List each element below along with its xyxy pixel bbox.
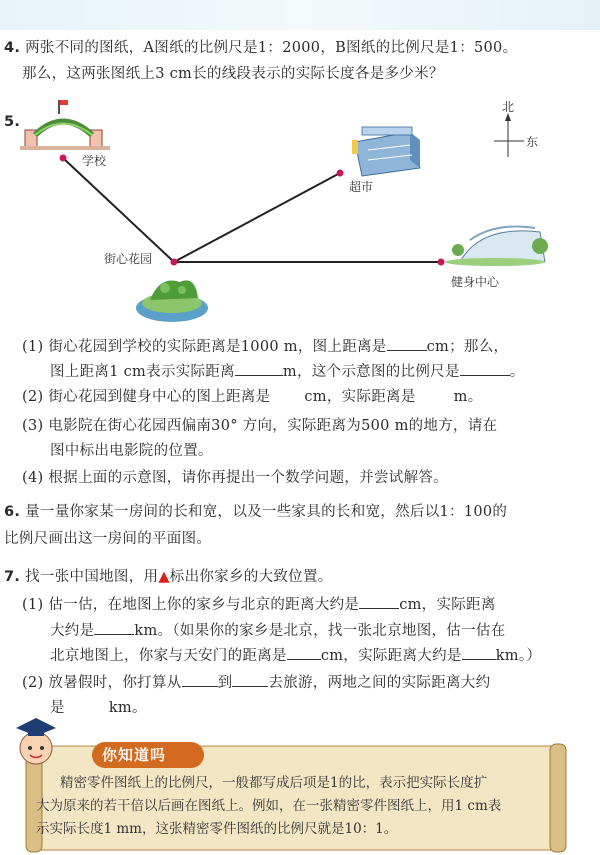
q6-number: 6.	[4, 504, 21, 520]
q7-part2-text-c: 去旅游，两地之间的实际距离大约	[268, 675, 491, 691]
q5-part2-number: (2)	[22, 389, 44, 405]
q7-text-b: 标出你家乡的大致位置。	[169, 569, 333, 585]
answer-blank[interactable]	[416, 386, 454, 401]
q5-part1-text-b: cm；那么，	[426, 339, 509, 355]
q5-part1-text-c: 图上距离1 cm表示实际距离	[50, 364, 235, 380]
answer-blank[interactable]	[232, 672, 268, 687]
route-garden-supermarket	[174, 173, 340, 262]
q7-part2-text-d: 是	[50, 700, 65, 716]
q5-part1-text-d: m，这个示意图的比例尺是	[282, 364, 460, 380]
gym-point	[438, 259, 445, 266]
red-triangle-icon: ▲	[158, 569, 170, 585]
q5-part1-line1	[22, 336, 508, 357]
q7-part2-text-e: km。	[108, 700, 147, 716]
garden-island-illustration	[136, 280, 208, 322]
q5-map-diagram	[0, 95, 600, 325]
answer-blank[interactable]	[359, 594, 399, 609]
q4-line-2	[22, 64, 444, 84]
garden-label: 街心花园	[104, 252, 153, 266]
q7-part1-line2	[50, 620, 506, 641]
q5-part2-text-b: cm，实际距离是	[304, 389, 416, 405]
q6-line-2	[4, 529, 211, 549]
answer-blank[interactable]	[182, 672, 218, 687]
q5-part1-text-e: 。	[509, 364, 525, 380]
east-label: 东	[526, 135, 539, 149]
q5-number: 5.	[4, 114, 21, 130]
q5-part3-text-b: 图中标出电影院的位置。	[50, 443, 213, 459]
answer-blank[interactable]	[94, 620, 134, 635]
q6-line-1	[4, 502, 507, 522]
q5-part4-text: 根据上面的示意图，请你再提出一个数学问题，并尝试解答。	[48, 470, 448, 486]
q5-part2-text-a: 街心花园到健身中心的图上距离是	[48, 389, 271, 405]
answer-blank[interactable]	[460, 361, 510, 376]
q7-part2-line1	[22, 672, 490, 693]
did-you-know-badge: 你知道吗	[102, 746, 167, 764]
q7-part1-number: (1)	[22, 597, 44, 613]
page-header-strip	[0, 0, 600, 30]
q7-part2-line2	[50, 697, 147, 718]
q5-part3-line1	[22, 416, 497, 436]
q4-text-2: 那么，这两张图纸上3 cm长的线段表示的实际长度各是多少米？	[22, 66, 444, 82]
tip-line-2: 大为原来的若干倍以后画在图纸上。例如，在一张精密零件图纸上，用1 cm表	[36, 798, 502, 814]
compass-rose	[494, 113, 524, 157]
mascot-icon	[10, 714, 62, 772]
answer-blank[interactable]	[462, 645, 496, 660]
q7-text-a: 找一张中国地图，用	[25, 569, 159, 585]
q5-part3-line2	[50, 441, 213, 461]
q7-part1-text-e: 北京地图上，你家与天安门的距离是	[50, 648, 287, 664]
q7-part1-text-g: km。）	[495, 648, 542, 664]
q6-text-2: 比例尺画出这一房间的平面图。	[4, 531, 212, 547]
q7-part1-line1	[22, 594, 496, 615]
q7-part1-text-c: 大约是	[50, 623, 95, 639]
route-garden-school	[63, 158, 174, 262]
answer-blank[interactable]	[235, 361, 283, 376]
supermarket-label: 超市	[349, 180, 374, 194]
q4-line-1	[4, 38, 517, 58]
q5-part4-line	[22, 468, 448, 488]
q7-part2-text-a: 放暑假时，你打算从	[48, 675, 182, 691]
school-gate-illustration	[20, 100, 110, 150]
q4-text-1: 两张不同的图纸，A图纸的比例尺是1：2000，B图纸的比例尺是1：500。	[25, 40, 518, 56]
gym-label: 健身中心	[451, 275, 500, 289]
q7-part1-line3	[50, 645, 541, 666]
answer-blank[interactable]	[65, 697, 109, 712]
q7-part2-number: (2)	[22, 675, 44, 691]
q5-part3-text-a: 电影院在街心花园西偏南30° 方向，实际距离为500 m的地方，请在	[48, 418, 498, 434]
school-point	[60, 155, 67, 162]
answer-blank[interactable]	[270, 386, 304, 401]
supermarket-building-illustration	[352, 127, 420, 176]
q5-part4-number: (4)	[22, 470, 44, 486]
q5-part2-text-c: m。	[453, 389, 483, 405]
tip-line-3: 示实际长度1 mm，这张精密零件图纸的比例尺就是10：1。	[36, 821, 398, 837]
supermarket-point	[337, 170, 344, 177]
garden-point	[171, 259, 178, 266]
q7-line-1	[4, 567, 333, 587]
school-label: 学校	[82, 154, 107, 168]
q5-part1-text-a: 街心花园到学校的实际距离是1000 m，图上距离是	[48, 339, 387, 355]
q5-part2-line	[22, 386, 483, 407]
q7-part2-text-b: 到	[217, 675, 233, 691]
q6-text-1: 量一量你家某一房间的长和宽，以及一些家具的长和宽，然后以1：100的	[25, 504, 508, 520]
q5-part1-line2	[50, 361, 525, 382]
q5-part1-number: (1)	[22, 339, 44, 355]
q7-number: 7.	[4, 569, 21, 585]
q7-part1-text-a: 估一估，在地图上你的家乡与北京的距离大约是	[48, 597, 360, 613]
q7-part1-text-b: cm，实际距离	[399, 597, 496, 613]
north-label: 北	[502, 100, 515, 114]
answer-blank[interactable]	[287, 645, 321, 660]
gym-building-illustration	[445, 227, 548, 267]
answer-blank[interactable]	[387, 336, 427, 351]
tip-line-1: 精密零件图纸上的比例尺，一般都写成后项是1的比，表示把实际长度扩	[60, 775, 488, 791]
q7-part1-text-d: km。（如果你的家乡是北京，找一张北京地图，估一估在	[134, 623, 506, 639]
q7-part1-text-f: cm，实际距离大约是	[320, 648, 462, 664]
q4-number: 4.	[4, 40, 21, 56]
did-you-know-box	[22, 732, 570, 854]
q5-part3-number: (3)	[22, 418, 44, 434]
